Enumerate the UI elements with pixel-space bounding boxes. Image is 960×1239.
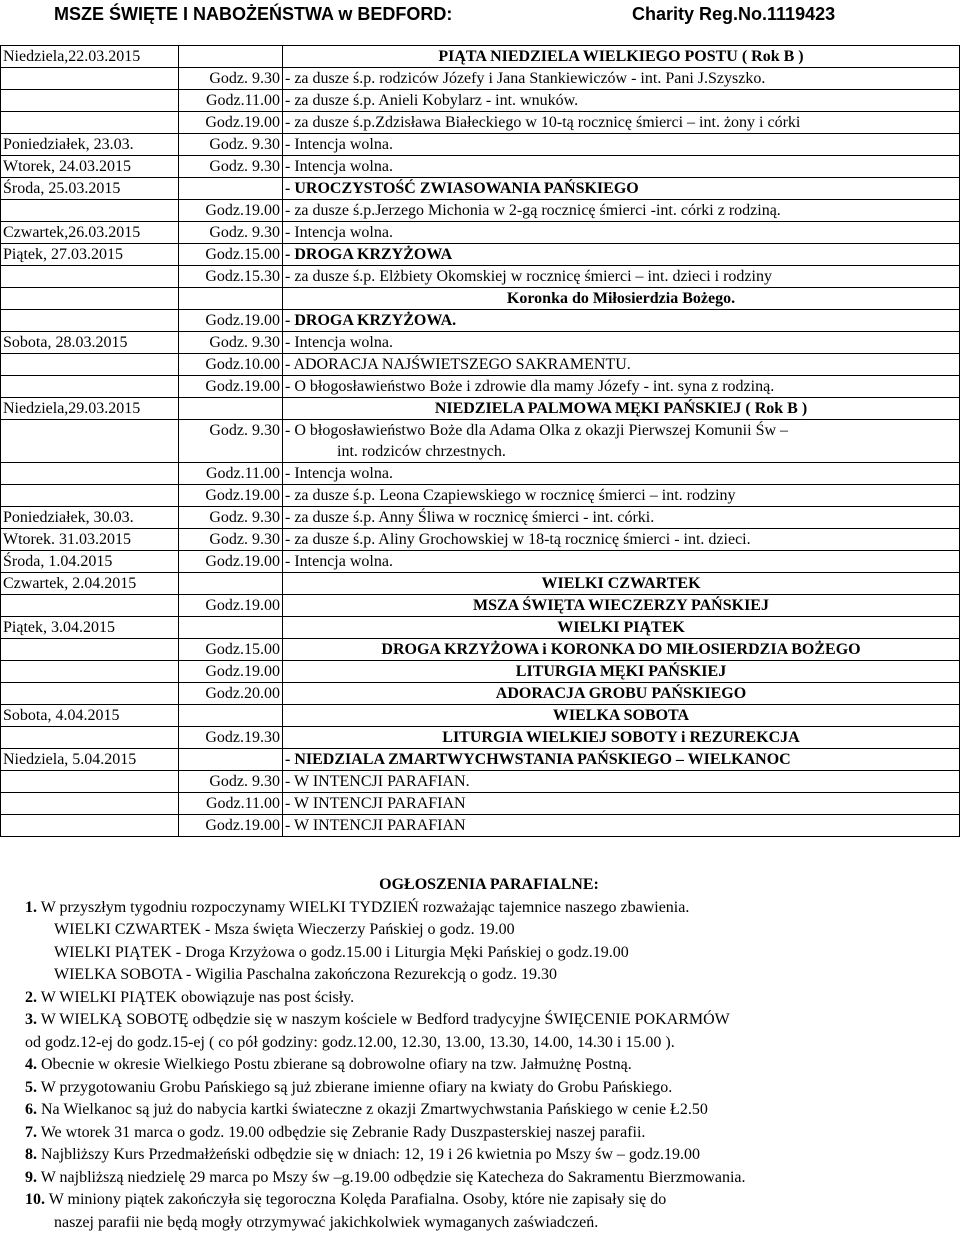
schedule-intention — [283, 595, 960, 617]
intention-text: WIELKI CZWARTEK — [541, 575, 701, 592]
schedule-row — [1, 617, 960, 639]
schedule-time: Godz.11.00 — [179, 793, 283, 815]
schedule-row — [1, 46, 960, 68]
schedule-row — [1, 332, 960, 354]
notice-item — [0, 1054, 960, 1077]
intention-text: - NIEDZIALA ZMARTWYCHWSTANIA PAŃSKIEGO – WIELKANOC — [285, 751, 791, 768]
schedule-row — [1, 134, 960, 156]
intention-text: - UROCZYSTOŚĆ ZWIASOWANIA PAŃSKIEGO — [285, 180, 639, 197]
schedule-row — [1, 222, 960, 244]
schedule-row — [1, 68, 960, 90]
schedule-intention — [283, 376, 960, 398]
schedule-time: Godz.19.00 — [179, 815, 283, 837]
schedule-intention — [283, 683, 960, 705]
intention-text: - Intencja wolna. — [285, 553, 393, 570]
schedule-time — [179, 398, 283, 420]
notice-text: WIELKI PIĄTEK - Droga Krzyżowa o godz.15.00 i Liturgia Męki Pańskiej o godz.19.00 — [54, 943, 629, 961]
schedule-day — [1, 200, 179, 222]
notice-number: 10. — [25, 1191, 45, 1208]
schedule-day: Poniedziałek, 30.03. — [1, 507, 179, 529]
schedule-time: Godz.19.00 — [179, 661, 283, 683]
schedule-row — [1, 398, 960, 420]
mass-schedule-table — [0, 45, 960, 837]
schedule-row — [1, 507, 960, 529]
notices-title: OGŁOSZENIA PARAFIALNE: — [379, 876, 599, 893]
intention-text: - ADORACJA NAJŚWIETSZEGO SAKRAMENTU. — [285, 356, 631, 373]
notice-item — [0, 1212, 960, 1235]
schedule-intention — [283, 507, 960, 529]
schedule-row — [1, 595, 960, 617]
schedule-intention — [283, 398, 960, 420]
notice-number: 8. — [25, 1146, 37, 1163]
schedule-day — [1, 771, 179, 793]
schedule-row — [1, 354, 960, 376]
notice-text: Obecnie w okresie Wielkiego Postu zbierane są dobrowolne ofiary na tzw. Jałmużnę Postną. — [41, 1056, 632, 1073]
schedule-intention — [283, 771, 960, 793]
intention-text: - W INTENCJI PARAFIAN. — [285, 773, 470, 790]
notice-text: W WIELKI PIĄTEK obowiązuje nas post ścisły. — [40, 988, 355, 1006]
schedule-intention — [283, 112, 960, 134]
schedule-row — [1, 551, 960, 573]
schedule-time: Godz.19.00 — [179, 310, 283, 332]
schedule-time — [179, 573, 283, 595]
intention-text: WIELKI PIĄTEK — [557, 619, 685, 636]
schedule-row — [1, 90, 960, 112]
intention-text: - O błogosławieństwo Boże i zdrowie dla mamy Józefy - int. syna z rodziną. — [285, 378, 775, 395]
intention-text: LITURGIA MĘKI PAŃSKIEJ — [515, 663, 727, 680]
schedule-row — [1, 529, 960, 551]
notice-text: naszej parafii nie będą mogły otrzymywać jakichkolwiek wymaganych zaświadczeń. — [54, 1213, 599, 1231]
intention-text: - Intencja wolna. — [285, 224, 393, 241]
intention-text: - Intencja wolna. — [285, 158, 393, 175]
schedule-day — [1, 463, 179, 485]
schedule-time: Godz.20.00 — [179, 683, 283, 705]
schedule-intention — [283, 354, 960, 376]
schedule-intention — [283, 749, 960, 771]
notice-item — [0, 1077, 960, 1100]
schedule-row — [1, 266, 960, 288]
notice-item — [0, 1189, 960, 1212]
notice-text: W WIELKĄ SOBOTĘ odbędzie się w naszym kościele w Bedford tradycyjne ŚWIĘCENIE POKARMÓW — [40, 1011, 730, 1028]
schedule-time: Godz.11.00 — [179, 463, 283, 485]
schedule-intention — [283, 815, 960, 837]
schedule-time — [179, 617, 283, 639]
schedule-intention — [283, 639, 960, 661]
schedule-row — [1, 420, 960, 463]
schedule-time: Godz.19.00 — [179, 200, 283, 222]
schedule-row — [1, 178, 960, 200]
schedule-day: Sobota, 4.04.2015 — [1, 705, 179, 727]
intention-text: - DROGA KRZYŻOWA. — [285, 312, 457, 329]
schedule-intention — [283, 156, 960, 178]
intention-continuation: int. rodziców chrzestnych. — [337, 443, 506, 460]
schedule-day: Piątek, 27.03.2015 — [1, 244, 179, 266]
schedule-day: Poniedziałek, 23.03. — [1, 134, 179, 156]
schedule-time: Godz.15.00 — [179, 244, 283, 266]
notice-item — [0, 964, 960, 987]
notice-number: 3. — [25, 1011, 37, 1028]
page-header — [0, 0, 960, 34]
intention-text: ADORACJA GROBU PAŃSKIEGO — [495, 685, 747, 702]
schedule-row — [1, 793, 960, 815]
schedule-time: Godz. 9.30 — [179, 529, 283, 551]
intention-text: PIĄTA NIEDZIELA WIELKIEGO POSTU ( Rok B ) — [438, 48, 804, 65]
schedule-day — [1, 639, 179, 661]
notice-item — [0, 1122, 960, 1145]
intention-text: MSZA ŚWIĘTA WIECZERZY PAŃSKIEJ — [473, 597, 769, 614]
schedule-intention — [283, 200, 960, 222]
intention-text: - za dusze ś.p. Leona Czapiewskiego w rocznicę śmierci – int. rodziny — [285, 487, 736, 504]
notice-item — [0, 1032, 960, 1055]
schedule-time: Godz.19.00 — [179, 595, 283, 617]
schedule-time: Godz. 9.30 — [179, 68, 283, 90]
schedule-row — [1, 376, 960, 398]
schedule-row — [1, 661, 960, 683]
schedule-row — [1, 683, 960, 705]
intention-text: - O błogosławieństwo Boże dla Adama Olka z okazji Pierwszej Komunii Św – — [285, 422, 789, 439]
schedule-row — [1, 200, 960, 222]
schedule-row — [1, 727, 960, 749]
notice-item — [0, 919, 960, 942]
notice-text: W przyszłym tygodniu rozpoczynamy WIELKI TYDZIEŃ rozważając tajemnice naszego zbawienia. — [40, 898, 690, 916]
schedule-row — [1, 310, 960, 332]
schedule-day — [1, 288, 179, 310]
schedule-time: Godz.19.00 — [179, 376, 283, 398]
schedule-time — [179, 288, 283, 310]
schedule-time: Godz.19.00 — [179, 551, 283, 573]
notice-item — [0, 897, 960, 920]
schedule-row — [1, 815, 960, 837]
schedule-day — [1, 90, 179, 112]
schedule-day — [1, 793, 179, 815]
notice-text: Najbliższy Kurs Przedmałżeński odbędzie się w dniach: 12, 19 i 26 kwietnia po Mszy św – godz.19.00 — [41, 1146, 700, 1163]
schedule-day — [1, 376, 179, 398]
schedule-intention — [283, 551, 960, 573]
intention-text: - Intencja wolna. — [285, 465, 393, 482]
schedule-time: Godz. 9.30 — [179, 420, 283, 463]
schedule-row — [1, 156, 960, 178]
notice-text: W przygotowaniu Grobu Pańskiego są już zbierane imienne ofiary na kwiaty do Grobu Pańskiego. — [40, 1078, 673, 1096]
intention-text: - W INTENCJI PARAFIAN — [285, 795, 466, 812]
parish-notices — [0, 874, 960, 1234]
schedule-day: Wtorek, 24.03.2015 — [1, 156, 179, 178]
schedule-day — [1, 112, 179, 134]
schedule-time: Godz.15.30 — [179, 266, 283, 288]
schedule-time: Godz.19.00 — [179, 112, 283, 134]
schedule-row — [1, 485, 960, 507]
notice-text: WIELKA SOBOTA - Wigilia Paschalna zakończona Rezurekcją o godz. 19.30 — [54, 966, 557, 983]
schedule-day: Środa, 25.03.2015 — [1, 178, 179, 200]
intention-text: Koronka do Miłosierdzia Bożego. — [506, 290, 736, 307]
schedule-intention — [283, 332, 960, 354]
schedule-day — [1, 420, 179, 463]
notice-item — [0, 1167, 960, 1190]
schedule-day — [1, 68, 179, 90]
schedule-day: Niedziela,22.03.2015 — [1, 46, 179, 68]
schedule-day — [1, 485, 179, 507]
schedule-time: Godz. 9.30 — [179, 332, 283, 354]
schedule-row — [1, 244, 960, 266]
schedule-day — [1, 727, 179, 749]
schedule-intention — [283, 793, 960, 815]
schedule-day: Piątek, 3.04.2015 — [1, 617, 179, 639]
schedule-day — [1, 595, 179, 617]
schedule-time: Godz. 9.30 — [179, 507, 283, 529]
schedule-day: Niedziela, 5.04.2015 — [1, 749, 179, 771]
schedule-intention — [283, 310, 960, 332]
intention-text: NIEDZIELA PALMOWA MĘKI PAŃSKIEJ ( Rok B ) — [434, 400, 808, 417]
notice-item — [0, 1009, 960, 1032]
intention-text: - za dusze ś.p.Jerzego Michonia w 2-gą rocznicę śmierci -int. córki z rodziną. — [285, 202, 781, 219]
notices-list — [0, 897, 960, 1235]
intention-text: - Intencja wolna. — [285, 136, 393, 153]
notice-text: od godz.12-ej do godz.15-ej ( co pół godziny: godz.12.00, 12.30, 13.00, 13.30, 14.00, 14.30 i 15.00 ). — [25, 1033, 675, 1051]
notice-text: Na Wielkanoc są już do nabycia kartki świateczne z okazji Zmartwychwstania Pańskiego w cenie Ł2.50 — [41, 1101, 708, 1118]
notice-number: 7. — [25, 1123, 37, 1141]
schedule-intention — [283, 485, 960, 507]
schedule-day: Środa, 1.04.2015 — [1, 551, 179, 573]
schedule-intention — [283, 222, 960, 244]
schedule-row — [1, 573, 960, 595]
schedule-row — [1, 288, 960, 310]
schedule-intention — [283, 705, 960, 727]
schedule-intention — [283, 178, 960, 200]
schedule-time: Godz.11.00 — [179, 90, 283, 112]
notice-number: 2. — [25, 988, 37, 1006]
intention-text: DROGA KRZYŻOWA i KORONKA DO MIŁOSIERDZIA BOŻEGO — [381, 641, 861, 658]
intention-text: - za dusze ś.p. Elżbiety Okomskiej w rocznicę śmierci – int. dzieci i rodziny — [285, 268, 772, 285]
schedule-day — [1, 310, 179, 332]
notice-number: 6. — [25, 1101, 37, 1118]
schedule-row — [1, 639, 960, 661]
schedule-intention — [283, 573, 960, 595]
schedule-intention — [283, 529, 960, 551]
schedule-intention — [283, 288, 960, 310]
notice-number: 5. — [25, 1078, 37, 1096]
intention-text: - za dusze ś.p. Aliny Grochowskiej w 18-tą rocznicę śmierci - int. dzieci. — [285, 531, 751, 548]
schedule-day — [1, 266, 179, 288]
schedule-intention — [283, 420, 960, 463]
schedule-time — [179, 46, 283, 68]
schedule-day — [1, 683, 179, 705]
schedule-day: Sobota, 28.03.2015 — [1, 332, 179, 354]
intention-text: - za dusze ś.p. Anieli Kobylarz - int. wnuków. — [285, 92, 579, 109]
schedule-time: Godz. 9.30 — [179, 222, 283, 244]
notice-text: W najbliższą niedzielę 29 marca po Mszy św –g.19.00 odbędzie się Katecheza do Sakramentu Bierzmowania. — [40, 1168, 746, 1186]
charity-number: Charity Reg.No.1119423 — [632, 4, 836, 24]
schedule-intention — [283, 46, 960, 68]
schedule-time — [179, 178, 283, 200]
schedule-intention — [283, 244, 960, 266]
notice-item — [0, 1099, 960, 1122]
notice-number: 9. — [25, 1168, 37, 1186]
schedule-time — [179, 705, 283, 727]
schedule-intention — [283, 617, 960, 639]
intention-text: - Intencja wolna. — [285, 334, 393, 351]
schedule-row — [1, 705, 960, 727]
schedule-time: Godz.19.00 — [179, 485, 283, 507]
schedule-day: Czwartek, 2.04.2015 — [1, 573, 179, 595]
schedule-day: Czwartek,26.03.2015 — [1, 222, 179, 244]
notice-text: W miniony piątek zakończyła się tegoroczna Kolęda Parafialna. Osoby, które nie zapisały się do — [48, 1191, 667, 1208]
intention-text: - za dusze ś.p. Anny Śliwa w rocznicę śmierci - int. córki. — [285, 509, 655, 526]
schedule-time: Godz. 9.30 — [179, 134, 283, 156]
notice-item — [0, 942, 960, 965]
schedule-time — [179, 749, 283, 771]
schedule-time: Godz.15.00 — [179, 639, 283, 661]
schedule-intention — [283, 134, 960, 156]
schedule-time: Godz. 9.30 — [179, 771, 283, 793]
notice-text: WIELKI CZWARTEK - Msza święta Wieczerzy Pańskiej o godz. 19.00 — [54, 921, 515, 938]
schedule-day: Wtorek. 31.03.2015 — [1, 529, 179, 551]
schedule-intention — [283, 90, 960, 112]
schedule-time: Godz. 9.30 — [179, 156, 283, 178]
schedule-intention — [283, 68, 960, 90]
notice-item — [0, 1144, 960, 1167]
schedule-time: Godz.10.00 — [179, 354, 283, 376]
page-title: MSZE ŚWIĘTE I NABOŻEŃSTWA w BEDFORD: — [54, 4, 453, 24]
schedule-day: Niedziela,29.03.2015 — [1, 398, 179, 420]
schedule-day — [1, 661, 179, 683]
intention-text: - W INTENCJI PARAFIAN — [285, 817, 466, 834]
intention-text: - za dusze ś.p.Zdzisława Białeckiego w 10-tą rocznicę śmierci – int. żony i córki — [285, 114, 801, 131]
schedule-intention — [283, 727, 960, 749]
intention-text: - DROGA KRZYŻOWA — [285, 246, 453, 263]
notice-item — [0, 987, 960, 1010]
schedule-row — [1, 112, 960, 134]
intention-text: WIELKA SOBOTA — [552, 707, 690, 724]
schedule-time: Godz.19.30 — [179, 727, 283, 749]
schedule-row — [1, 749, 960, 771]
schedule-day — [1, 354, 179, 376]
schedule-row — [1, 463, 960, 485]
schedule-row — [1, 771, 960, 793]
schedule-intention — [283, 266, 960, 288]
intention-text: LITURGIA WIELKIEJ SOBOTY i REZUREKCJA — [442, 729, 800, 746]
schedule-intention — [283, 463, 960, 485]
notice-number: 4. — [25, 1056, 37, 1073]
notice-text: We wtorek 31 marca o godz. 19.00 odbędzie się Zebranie Rady Duszpasterskiej naszej parafii. — [40, 1123, 646, 1141]
notice-number: 1. — [25, 898, 37, 916]
intention-text: - za dusze ś.p. rodziców Józefy i Jana Stankiewiczów - int. Pani J.Szyszko. — [285, 70, 766, 87]
schedule-intention — [283, 661, 960, 683]
schedule-day — [1, 815, 179, 837]
